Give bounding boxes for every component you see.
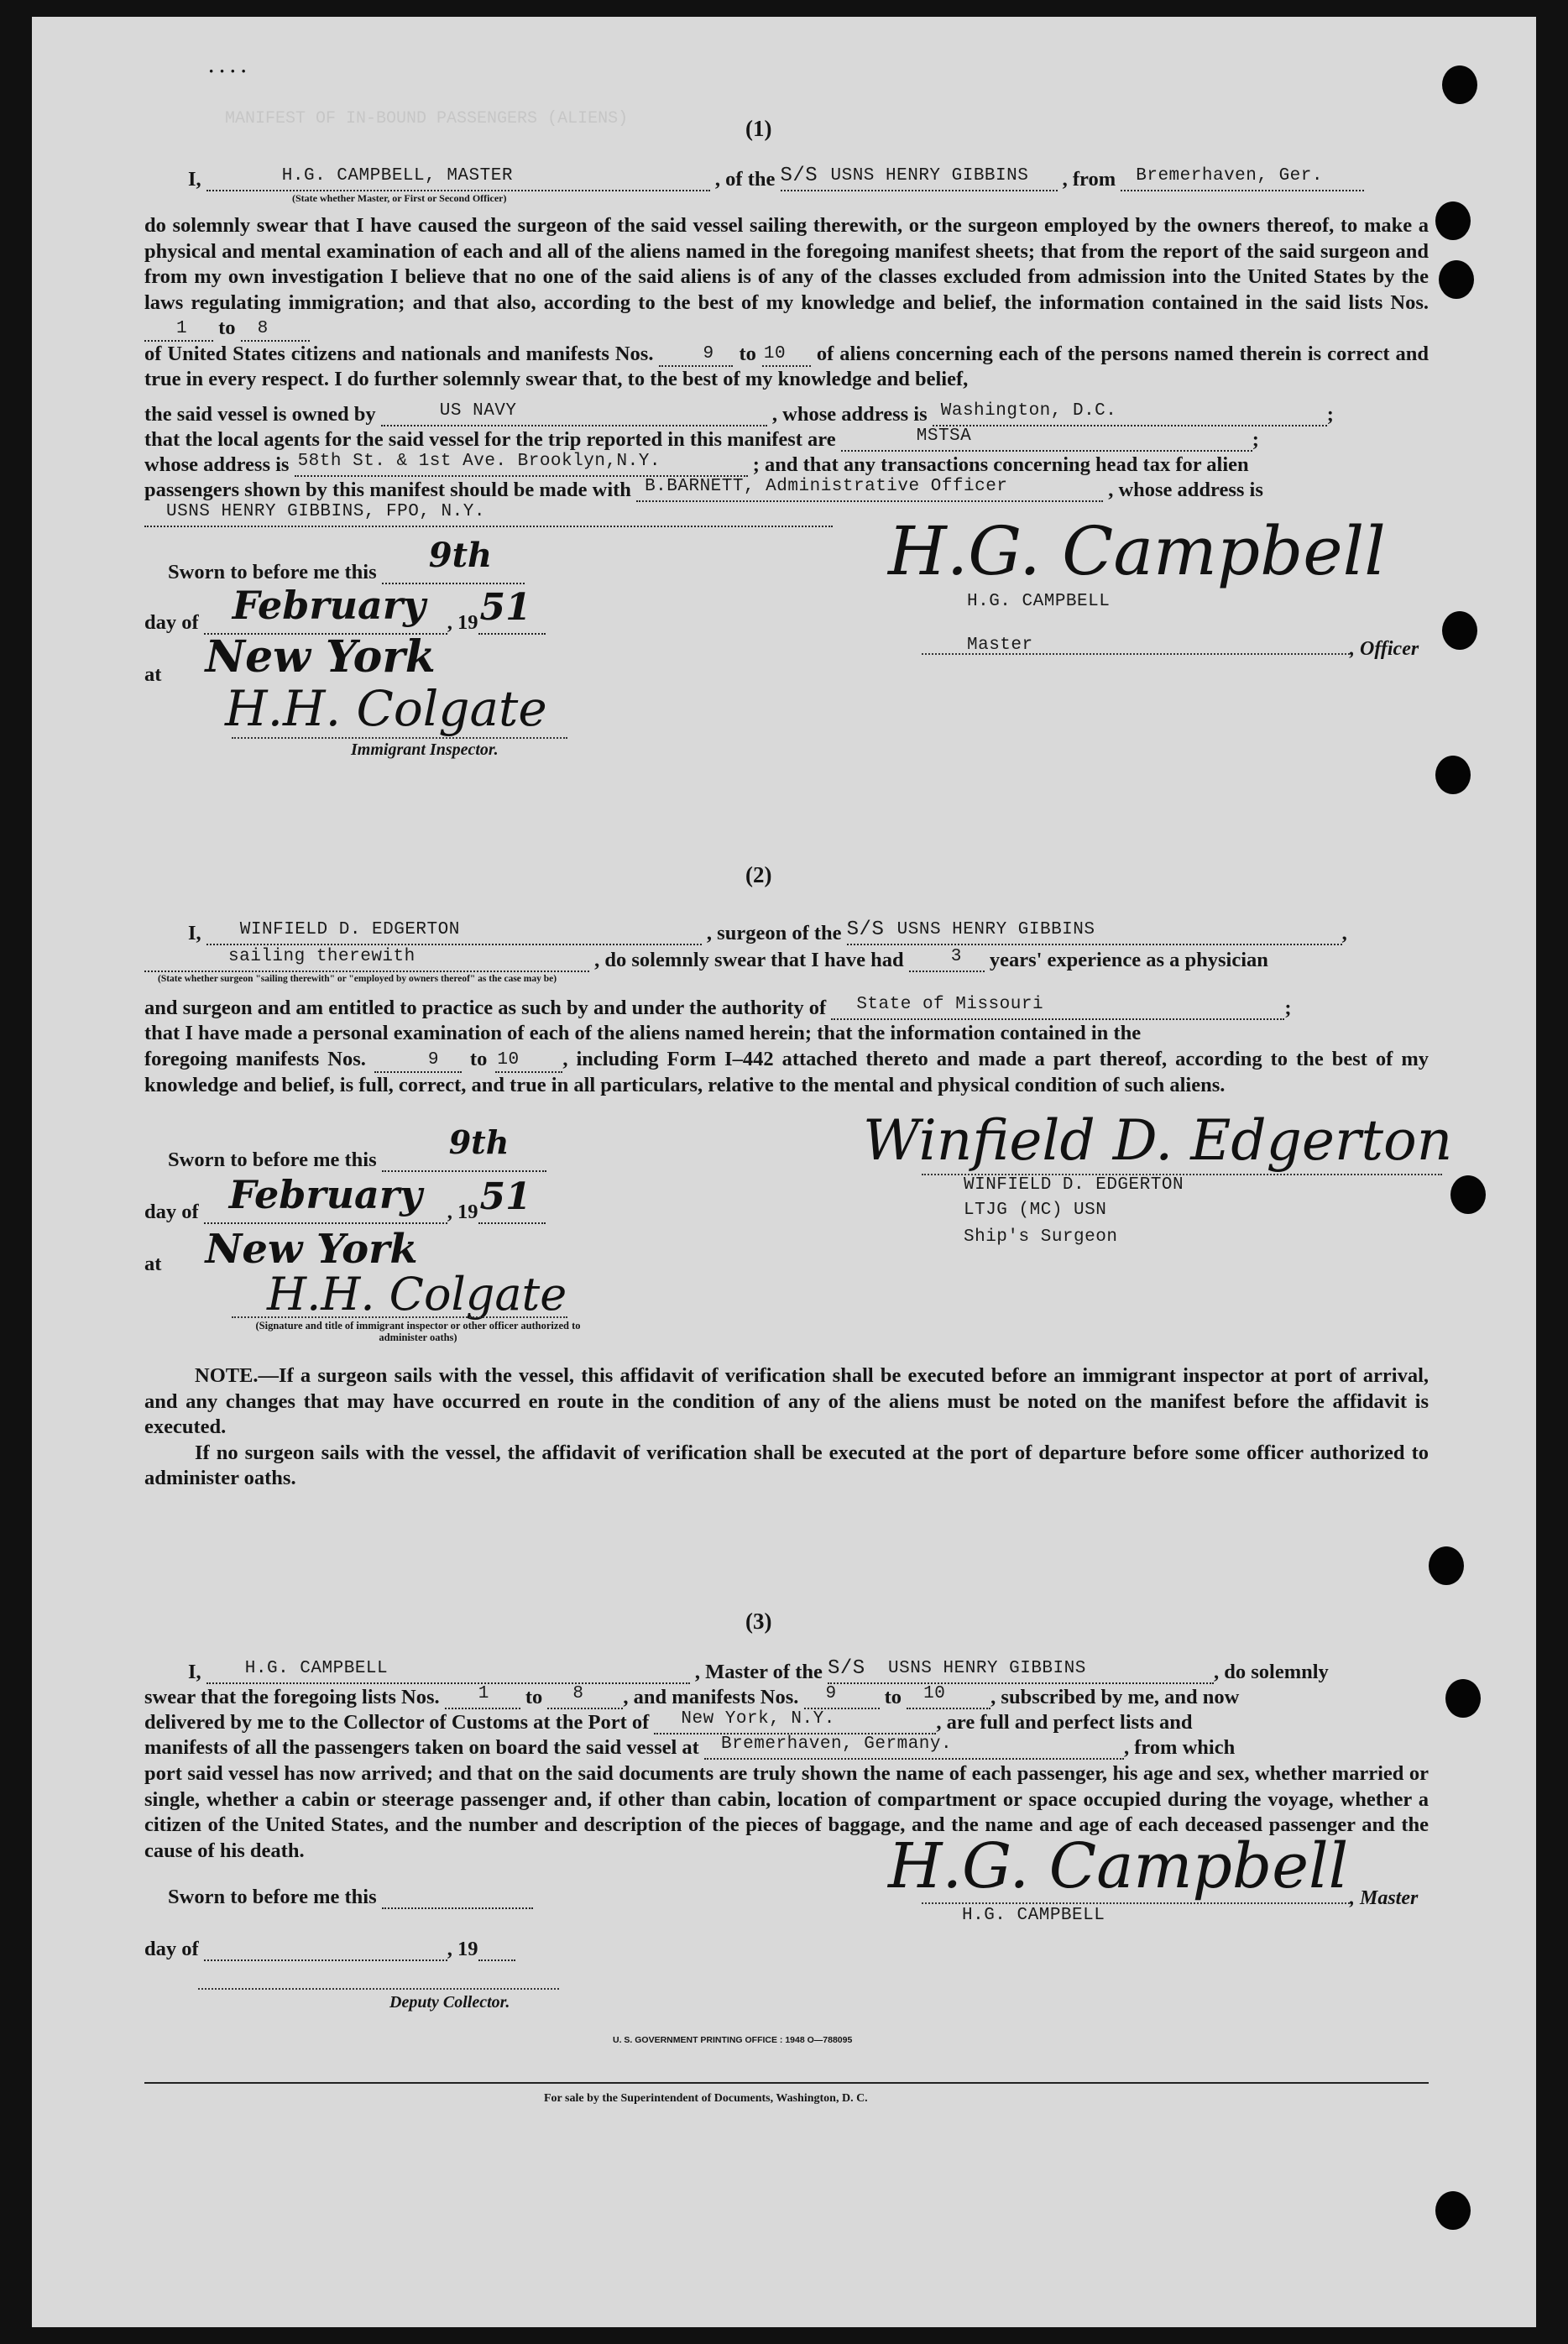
boarding-field	[704, 1736, 1124, 1760]
label-of-the: , of the	[714, 168, 776, 191]
master-field-3	[206, 1661, 690, 1684]
sworn-row-3: Sworn to before me this	[168, 1886, 533, 1909]
manifests-to: 10	[763, 344, 787, 364]
lists-to-3: 8	[572, 1684, 584, 1703]
from-field	[1121, 168, 1364, 191]
vessel-field-3	[828, 1657, 1214, 1684]
section-2-line-2: sailing therewith , do solemnly swear that I have had 3 years' experience as a physician	[144, 949, 1268, 972]
agents-address-field	[295, 453, 748, 477]
from-value: Bremerhaven, Ger.	[1136, 166, 1323, 186]
punch-hole	[1442, 611, 1477, 650]
at-row-2: at New York	[144, 1226, 418, 1275]
section-3-line-3: delivered by me to the Collector of Customs at the Port of New York, N.Y. , are full and perfect lists and	[144, 1709, 1193, 1734]
at-row-1: at New York	[144, 631, 436, 686]
manifests-from-2: 9	[427, 1049, 439, 1070]
sworn-row-1: Sworn to before me this 9th	[168, 561, 525, 584]
sailing-field	[144, 949, 589, 972]
punch-hole	[1439, 260, 1474, 299]
deputy-collector: Deputy Collector.	[389, 1993, 510, 2012]
year-handwritten-2: 51	[479, 1175, 531, 1218]
punch-hole	[1445, 1679, 1481, 1718]
section-1-body-1: do solemnly swear that I have caused the surgeon of the said vessel sailing therewith, or the surgeon employed by the owners thereof, to make a physical and mental examination of each and all of the aliens named in the foregoing manifest sheets; that from the report of the said surgeon and from my own investigation I believe that no one of the said aliens is of any of the classes excluded from admission into the United States by the laws regulating immigration; and that also, according to the best of my knowledge and belief, the information contained in the said lists Nos.	[144, 214, 1429, 314]
agents-row: that the local agents for the said vessel for the trip reported in this manifest are MSTSA ;	[144, 426, 1259, 451]
section-2-line-1: I, WINFIELD D. EDGERTON , surgeon of the S/S USNS HENRY GIBBINS ,	[188, 918, 1347, 944]
sailing-value: sailing therewith	[228, 947, 416, 966]
ss-mark: S/S	[780, 165, 818, 187]
lists-from: 1	[176, 318, 188, 338]
place-handwritten-2: New York	[205, 1226, 418, 1273]
signer-name-3: H.G. CAMPBELL	[962, 1906, 1105, 1925]
master-label-3: , Master	[1350, 1887, 1419, 1909]
note	[144, 1363, 1429, 1492]
vessel-value-3: USNS HENRY GIBBINS	[888, 1659, 1086, 1678]
owner-address-value: Washington, D.C.	[940, 401, 1117, 421]
owner-row: the said vessel is owned by US NAVY , whose address is Washington, D.C. ;	[144, 401, 1334, 426]
manifests-to-2: 10	[497, 1049, 520, 1070]
inspector-title-1: Immigrant Inspector.	[351, 740, 499, 759]
owner-address-field	[933, 403, 1327, 426]
year-handwritten: 51	[479, 586, 531, 629]
officer-label: , Officer	[1350, 638, 1419, 660]
surgeon-field	[206, 922, 702, 945]
master-signature-1: H.G. Campbell	[888, 512, 1386, 590]
inspector-signature-2: H.H. Colgate	[267, 1268, 567, 1321]
punch-hole	[1435, 201, 1471, 240]
ss-mark: S/S	[828, 1657, 865, 1680]
punch-hole	[1450, 1175, 1486, 1214]
manifests-from-3: 9	[825, 1684, 837, 1703]
section-1-line-1	[188, 165, 1364, 191]
section-1-body: do solemnly swear that I have caused the surgeon of the said vessel sailing therewith, or the surgeon employed by the owners thereof, to make a physical and mental examination of each and all of the aliens named in the foregoing manifest sheets; that from the report of the said surgeon and from my own investigation I believe that no one of the said aliens is of any of the classes excluded from admission into the United States by the laws regulating immigration; and that also, according to the best of my knowledge and belief, the information contained in the said lists Nos. 1 to 8 of United States citizens and nationals and manifests Nos. 9 to 10 of aliens concerning each of the persons named therein is correct and true in every respect. I do further solemnly swear that, to the best of my knowledge and belief,	[144, 214, 1429, 390]
head-tax-row: passengers shown by this manifest should be made with B.BARNETT, Administrative Officer , whose address is	[144, 477, 1263, 501]
agents-field	[841, 428, 1252, 452]
lists-to: 8	[257, 318, 269, 338]
day-of-row-3: day of , 19	[144, 1938, 515, 1961]
section-3-number: (3)	[745, 1609, 772, 1634]
owner-field	[381, 403, 767, 426]
punch-hole	[1442, 65, 1477, 104]
surgeon-value: WINFIELD D. EDGERTON	[239, 920, 460, 939]
vessel-field	[780, 165, 1058, 191]
section-3-body: port said vessel has now arrived; and that on the said documents are truly shown the name of each passenger, his age and sex, whether married or single, whether a cabin or steerage passenger and, if other than cabin, location of compartment or space occupied during the voyage, whether a citizen of the United States, and the number and description of the pieces of baggage, and the name and age of each deceased passenger and the cause of his death.	[144, 1762, 1429, 1862]
authority-row: and surgeon and am entitled to practice as such by and under the authority of State of Missouri ;	[144, 995, 1292, 1019]
note-2: If no surgeon sails with the vessel, the affidavit of verification shall be executed at the port of departure before some officer authorized to administer oaths.	[144, 1441, 1429, 1489]
sworn-row-2: Sworn to before me this 9th	[168, 1148, 546, 1172]
head-tax-person-value: B.BARNETT, Administrative Officer	[645, 477, 1008, 496]
note-1: NOTE.—If a surgeon sails with the vessel, this affidavit of verification shall be executed before an immigrant inspector at port of arrival, and any changes that may have occurred en route in the condition of any of the aliens must be noted on the manifest before the affidavit is executed.	[144, 1364, 1429, 1438]
section-2-body-2: foregoing manifests Nos. 9 to 10 , including Form I–442 attached thereto and made a part thereof, according to the best of my knowledge and belief, is full, correct, and true in all particulars, relative to the mental and physical condition of such aliens.	[144, 1048, 1429, 1096]
agents-value: MSTSA	[916, 426, 972, 446]
bleed-through-text: MANIFEST OF IN-BOUND PASSENGERS (ALIENS)	[225, 109, 629, 128]
signer-name-1: H.G. CAMPBELL	[967, 592, 1111, 611]
agents-address-row: whose address is 58th St. & 1st Ave. Brooklyn,N.Y. ; and that any transactions concerning head tax for alien	[144, 452, 1249, 476]
section-3-line-2: swear that the foregoing lists Nos. 1 to 8 , and manifests Nos. 9 to 10 , subscribed by me, and now	[144, 1684, 1240, 1708]
punch-hole	[1429, 1546, 1464, 1585]
head-tax-address-row	[144, 504, 833, 527]
surgeon-title: Ship's Surgeon	[964, 1227, 1118, 1247]
head-tax-person-field	[636, 479, 1103, 502]
manifests-from: 9	[703, 344, 714, 364]
section-2-number: (2)	[745, 862, 772, 887]
for-sale-note: For sale by the Superintendent of Documents, Washington, D. C.	[544, 2092, 868, 2105]
surgeon-hint: (State whether surgeon "sailing therewith" or "employed by owners thereof" as the case may be)	[158, 974, 557, 984]
day-of-row-1: day of February , 19 51	[144, 611, 546, 635]
month-handwritten: February	[232, 583, 426, 628]
signer-rank-1: Master	[967, 636, 1033, 655]
section-3-line-4: manifests of all the passengers taken on board the said vessel at Bremerhaven, Germany. , from which	[144, 1734, 1236, 1759]
punch-hole	[1435, 756, 1471, 794]
master-value: H.G. CAMPBELL, MASTER	[281, 166, 513, 186]
printing-office: U. S. GOVERNMENT PRINTING OFFICE : 1948 O—788095	[613, 2035, 853, 2045]
section-3-line-1: I, H.G. CAMPBELL , Master of the S/S USNS HENRY GIBBINS , do solemnly	[188, 1657, 1329, 1683]
state-value: State of Missouri	[856, 995, 1044, 1014]
label-from: , from	[1062, 168, 1116, 191]
day-of-row-2: day of February , 19 51	[144, 1201, 546, 1224]
vessel-field-2	[846, 918, 1342, 945]
surgeon-name: WINFIELD D. EDGERTON	[964, 1175, 1184, 1195]
port-value: New York, N.Y.	[681, 1709, 835, 1729]
owner-value: US NAVY	[439, 401, 517, 421]
section-1-number: (1)	[745, 116, 772, 141]
head-tax-address-value: USNS HENRY GIBBINS, FPO, N.Y.	[166, 502, 485, 521]
boarding-value: Bremerhaven, Germany.	[720, 1734, 953, 1754]
agents-address-value: 58th St. & 1st Ave. Brooklyn,N.Y.	[297, 452, 661, 471]
inspector-hint-2: (Signature and title of immigrant inspector or other officer authorized to administer oaths)	[255, 1320, 581, 1343]
section-2-body-1: that I have made a personal examination of each of the aliens named herein; that the information contained in the	[144, 1022, 1142, 1044]
head-tax-address-field	[144, 504, 833, 527]
sworn-day-handwritten-2: 9th	[448, 1123, 510, 1161]
month-handwritten-2: February	[228, 1172, 422, 1217]
port-field	[654, 1711, 936, 1734]
section-1-body-2a: of United States citizens and nationals and manifests Nos.	[144, 342, 654, 365]
surgeon-rank: LTJG (MC) USN	[964, 1201, 1107, 1220]
master-value-3: H.G. CAMPBELL	[244, 1659, 389, 1678]
lists-from-3: 1	[478, 1684, 489, 1703]
place-handwritten: New York	[205, 631, 436, 683]
ss-mark: S/S	[846, 918, 885, 941]
master-signature-3: H.G. Campbell	[888, 1830, 1349, 1902]
vessel-value-2: USNS HENRY GIBBINS	[896, 920, 1095, 939]
manifests-to-3: 10	[923, 1684, 946, 1703]
sworn-day-handwritten: 9th	[428, 536, 493, 575]
state-field	[831, 997, 1284, 1020]
inspector-signature-1: H.H. Colgate	[225, 680, 547, 737]
punch-hole	[1435, 2191, 1471, 2230]
manifest-page	[32, 17, 1536, 2327]
sworn-day-field	[382, 536, 525, 584]
label-i: I,	[188, 168, 201, 191]
vessel-value: USNS HENRY GIBBINS	[830, 166, 1029, 186]
surgeon-signature: Winfield D. Edgerton	[863, 1108, 1453, 1173]
master-hint: (State whether Master, or First or Second Officer)	[292, 192, 507, 204]
corner-marks: · · · ·	[208, 60, 247, 81]
section-1-body-2b: of aliens concerning each of the persons named therein is correct and true in every respect. I do further solemnly swear that, to the best of my knowledge and belief,	[144, 342, 1429, 390]
years-value: 3	[950, 947, 962, 966]
master-field	[206, 168, 710, 191]
